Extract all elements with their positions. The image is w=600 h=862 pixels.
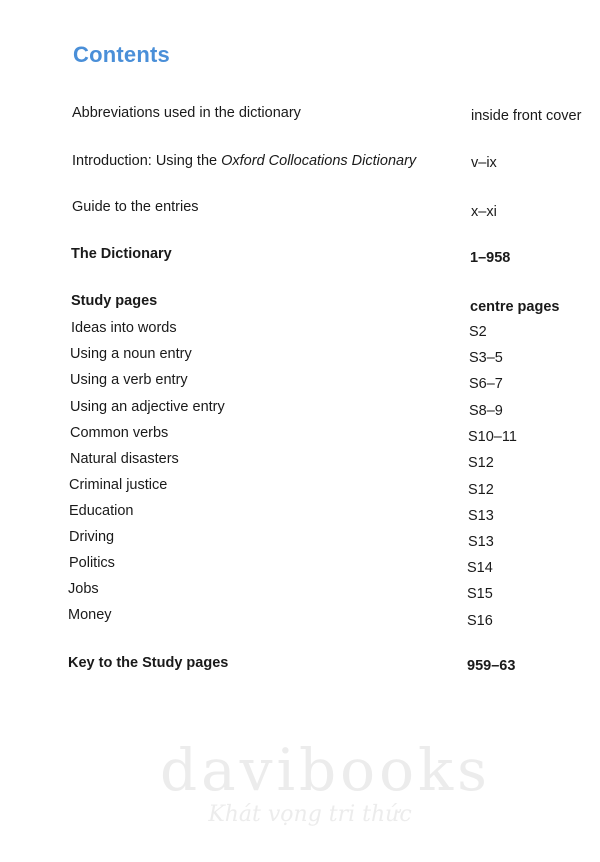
study-pages: S12 bbox=[468, 482, 494, 498]
watermark-brand: davibooks bbox=[160, 736, 491, 804]
study-pages: S15 bbox=[467, 586, 493, 602]
entry-pages: 1–958 bbox=[470, 250, 511, 266]
entry-label: The Dictionary bbox=[71, 246, 172, 262]
study-label: Criminal justice bbox=[69, 477, 168, 493]
study-pages: S8–9 bbox=[469, 403, 503, 419]
study-pages: S10–11 bbox=[468, 429, 517, 445]
study-label: Driving bbox=[69, 529, 115, 545]
entry-label-italic: Oxford Collocations Dictionary bbox=[221, 153, 417, 169]
study-label: Politics bbox=[69, 555, 115, 571]
study-label: Ideas into words bbox=[71, 320, 177, 336]
entry-label: Abbreviations used in the dictionary bbox=[72, 105, 301, 121]
study-pages: S3–5 bbox=[469, 350, 503, 366]
entry-pages: x–xi bbox=[471, 204, 497, 220]
study-label: Jobs bbox=[68, 581, 99, 597]
entry-label: Guide to the entries bbox=[72, 199, 199, 215]
entry-pages: inside front cover bbox=[471, 108, 582, 124]
toc-entry-study-pages bbox=[0, 293, 600, 313]
study-label: Natural disasters bbox=[70, 451, 179, 467]
entry-label bbox=[72, 153, 416, 169]
study-item bbox=[0, 555, 600, 575]
study-item bbox=[0, 581, 600, 601]
study-label: Education bbox=[69, 503, 134, 519]
study-item bbox=[0, 372, 600, 392]
study-label: Money bbox=[68, 607, 112, 623]
study-item bbox=[0, 425, 600, 445]
study-pages: S13 bbox=[468, 534, 494, 550]
study-item bbox=[0, 451, 600, 471]
entry-label: Key to the Study pages bbox=[68, 655, 229, 671]
study-item bbox=[0, 477, 600, 497]
study-pages: S12 bbox=[468, 455, 494, 471]
entry-pages: v–ix bbox=[471, 155, 497, 171]
watermark-tagline: Khát vọng tri thức bbox=[208, 802, 412, 827]
study-label: Common verbs bbox=[70, 425, 169, 441]
toc-entry-abbreviations bbox=[0, 105, 600, 125]
study-item bbox=[0, 503, 600, 523]
study-item bbox=[0, 320, 600, 340]
study-item bbox=[0, 607, 600, 627]
toc-entry-introduction bbox=[0, 153, 600, 173]
page-title: Contents bbox=[73, 42, 170, 67]
entry-pages: centre pages bbox=[470, 299, 560, 315]
entry-pages: 959–63 bbox=[467, 658, 516, 674]
study-item bbox=[0, 529, 600, 549]
study-pages: S6–7 bbox=[469, 376, 503, 392]
entry-label-prefix: Introduction: Using the bbox=[72, 153, 222, 169]
study-item bbox=[0, 346, 600, 366]
study-pages: S14 bbox=[467, 560, 493, 576]
toc-entry-dictionary bbox=[0, 246, 600, 266]
study-pages: S13 bbox=[468, 508, 494, 524]
study-pages: S16 bbox=[467, 613, 493, 629]
watermark bbox=[160, 736, 491, 828]
entry-label: Study pages bbox=[71, 293, 158, 309]
study-pages: S2 bbox=[469, 324, 487, 340]
toc-entry-key bbox=[0, 655, 600, 675]
study-label: Using a noun entry bbox=[70, 346, 192, 362]
toc-entry-guide bbox=[0, 199, 600, 219]
study-label: Using an adjective entry bbox=[70, 399, 225, 415]
study-label: Using a verb entry bbox=[70, 372, 188, 388]
study-item bbox=[0, 399, 600, 419]
